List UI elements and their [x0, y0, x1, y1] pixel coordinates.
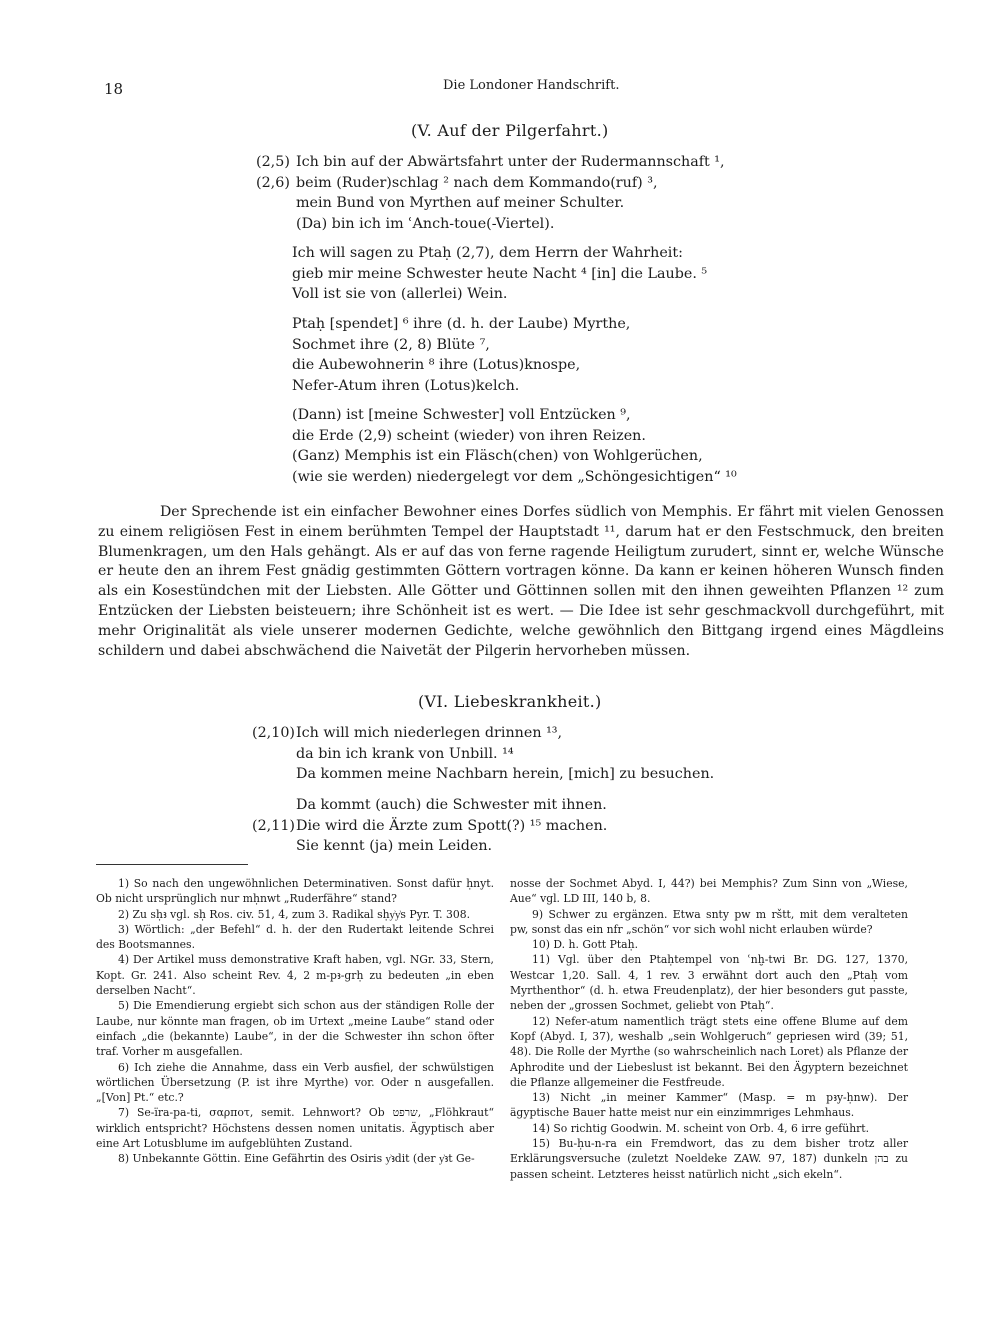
line-reference: (2,5) [256, 154, 290, 170]
footnote: 8) Unbekannte Göttin. Eine Gefährtin des Osiris y͗ꜣdit (der y͗ꜣt Ge- [118, 1152, 475, 1166]
verse-line: Da kommen meine Nachbarn herein, [mich] zu besuchen. [296, 766, 715, 782]
verse-line: die Aubewohnerin ⁸ ihre (Lotus)knospe, [292, 357, 581, 373]
verse-line: Da kommt (auch) die Schwester mit ihnen. [296, 797, 607, 813]
line-reference: (2,6) [256, 174, 290, 191]
verse-line: (2,5) Ich bin auf der Abwärtsfahrt unter der Rudermannschaft ¹, [256, 152, 725, 173]
page-number: 18 [104, 80, 124, 98]
verse-line: Voll ist sie von (allerlei) Wein. [292, 286, 508, 302]
verse-line: (Dann) ist [meine Schwester] voll Entzücken ⁹, [292, 407, 631, 423]
verse-line: Sochmet ihre (2, 8) Blüte ⁷, [292, 336, 490, 353]
footnote: 7) Se-ïra-pa-ti, σαρποτ, semit. Lehnwort? Ob שרפט, „Flöhkraut“ wirklich entspricht? Höchstens dessen nomen unitatis. Ägyptisch aber eine Art Lotusblume im aufgeblühten Zustand. [96, 1106, 494, 1151]
footnote: 14) So richtig Goodwin. M. scheint von Orb. 4, 6 irre geführt. [532, 1121, 870, 1135]
line-reference: (2,10) [252, 725, 295, 741]
verse-line: (Da) bin ich im ʿAnch-toue(-Viertel). [296, 215, 555, 232]
verse-line: Ptaḥ [spendet] ⁶ ihre (d. h. der Laube) Myrthe, [292, 316, 631, 332]
footnote: 12) Nefer-atum namentlich trägt stets eine offene Blume auf dem Kopf (Abyd. I, 37), weshalb „sein Wohlgeruch“ gepriesen wird (39; 51, 48). Die Rolle der Myrthe (so wahrscheinlich nach Loret) als Pflanze der Aphrodite und der Liebeslust ist bekannt. Bei den Ägyptern bezeichnet die Pflanze allgemeiner die Festfreude. [510, 1014, 908, 1089]
verse-line: mein Bund von Myrthen auf meiner Schulter. [296, 195, 625, 211]
footnote: 3) Wörtlich: „der Befehl“ d. h. der den Rudertakt leitende Schrei des Bootsmannes. [96, 922, 494, 952]
section-title-v: (V. Auf der Pilgerfahrt.) [411, 121, 609, 140]
stanza-vi-1 [252, 723, 714, 785]
footnote: 10) D. h. Gott Ptaḥ. [532, 938, 638, 952]
footnotes-right-column [510, 876, 908, 1182]
stanza-v-4 [292, 405, 737, 487]
stanza-v-3 [292, 314, 630, 396]
verse-line: Nefer-Atum ihren (Lotus)kelch. [292, 377, 520, 394]
footnote: 9) Schwer zu ergänzen. Etwa snty pw m rštt, mit dem veralteten pw, sonst das ein nfr „schön“ vor sich wohl nicht erlauben würde? [510, 907, 908, 936]
footnote-continuation: nosse der Sochmet Abyd. I, 44?) bei Memphis? Zum Sinn von „Wiese, Aue“ vgl. LD III, 140 b, 8. [510, 877, 908, 906]
footnote: 4) Der Artikel muss demonstrative Kraft haben, vgl. NGr. 33, Stern, Kopt. Gr. 241. Also scheint Rev. 4, 2 m-pꜣ-grḥ zu bedeuten „in eben derselben Nacht“. [96, 953, 494, 998]
verse-line: da bin ich krank von Unbill. ¹⁴ [296, 745, 514, 762]
footnotes-left-column [96, 876, 494, 1167]
footnote: 15) Bu-ḥu-n-ra ein Fremdwort, das zu dem bisher trotz aller Erklärungsversuche (zuletzt Noeldeke ZAW. 97, 187) dunkeln בהן zu passen scheint. Letzteres heisst natürlich nicht „sich ekeln“. [510, 1137, 909, 1181]
stanza-vi-2 [252, 795, 607, 857]
stanza-v-2 [292, 243, 707, 305]
footnote: 5) Die Emendierung ergiebt sich schon aus der ständigen Rolle der Laube, nur könnte man fragen, ob im Urtext „meine Laube“ stand oder einfach „die (bekannte) Laube“, in der die Schwester ihn schon öfter traf. Vorher m ausgefallen. [96, 999, 494, 1059]
verse-line: Ich will sagen zu Ptaḥ (2,7), dem Herrn der Wahrheit: [292, 245, 683, 261]
footnote: 13) Nicht „in meiner Kammer“ (Masp. = m pꜣy-ḥnw). Der ägyptische Bauer hatte meist nur ein einzimmriges Lehmhaus. [510, 1091, 908, 1120]
running-title: Die Londoner Handschrift. [443, 78, 620, 93]
commentary-paragraph: Der Sprechende ist ein einfacher Bewohner eines Dorfes südlich von Memphis. Er fährt mit vielen Genossen zu einem religiösen Fest in einem berühmten Tempel der Hauptstadt ¹¹, darum hat er den Festschmuck, den breiten Blumenkragen, um den Hals gehängt. Als er auf das von ferne ragende Heiligtum zurudert, sinnt er, welche Wünsche er heute den an ihrem Fest gnädig gestimmten Göttern vortragen könne. Da kann er keinen höheren Wunsch finden als ein Kosestündchen mit der Liebsten. Alle Götter und Göttinnen sollen mit den ihnen geweihten Pflanzen ¹² zum Entzücken der Liebsten beisteuern; ihre Schönheit ist es wert. — Die Idee ist sehr geschmackvoll durchgeführt, mit mehr Originalität als viele unserer modernen Gedichte, welche gewöhnlich den Bittgang irgend eines Mägdleins schildern und dabei abschwächend die Naivetät der Pilgerin hervorheben müssen. [98, 504, 944, 659]
footnote: 11) Vgl. über den Ptaḥtempel von ʿnḫ-twi Br. DG. 127, 1370, Westcar 1,20. Sall. 4, 1 rev. 3 erwähnt dort auch den „Ptaḥ vom Myrthenthor“ (d. h. etwa Freudenplatz), der hier besonders gut passte, neben der „grossen Sochmet, geliebt von Ptaḥ“. [510, 953, 908, 1013]
verse-line: (wie sie werden) niedergelegt vor dem „Schöngesichtigen“ ¹⁰ [292, 468, 737, 485]
verse-line: (2,10)Ich will mich niederlegen drinnen ¹³, [252, 723, 714, 744]
section-title-vi: (VI. Liebeskrankheit.) [418, 692, 602, 711]
verse-line: die Erde (2,9) scheint (wieder) von ihren Reizen. [292, 427, 646, 444]
line-reference: (2,11) [252, 817, 295, 834]
footnote-rule [96, 864, 248, 865]
verse-line: gieb mir meine Schwester heute Nacht ⁴ [in] die Laube. ⁵ [292, 265, 708, 282]
footnote: 1) So nach den ungewöhnlichen Determinativen. Sonst dafür ḥnyt. Ob nicht ursprünglich nur mḥnwt „Ruderfähre“ stand? [96, 877, 494, 906]
verse-line: (2,6) beim (Ruder)schlag ² nach dem Kommando(ruf) ³, [256, 173, 725, 194]
verse-line: (Ganz) Memphis ist ein Fläsch(chen) von Wohlgerüchen, [292, 448, 703, 464]
verse-line: (2,11)Die wird die Ärzte zum Spott(?) ¹⁵ machen. [252, 816, 607, 837]
verse-line: Sie kennt (ja) mein Leiden. [296, 838, 493, 854]
footnote: 6) Ich ziehe die Annahme, dass ein Verb ausfiel, der schwülstigen wörtlichen Übersetzung (P. ist ihre Myrthe) vor. Oder n ausgefallen. „[Von] Pt.“ etc.? [96, 1060, 494, 1105]
footnote: 2) Zu sḥꜣ vgl. sḥ Ros. civ. 51, 4, zum 3. Radikal sḥy͗y͗s Pyr. T. 308. [118, 907, 471, 921]
stanza-v-1 [256, 152, 725, 234]
